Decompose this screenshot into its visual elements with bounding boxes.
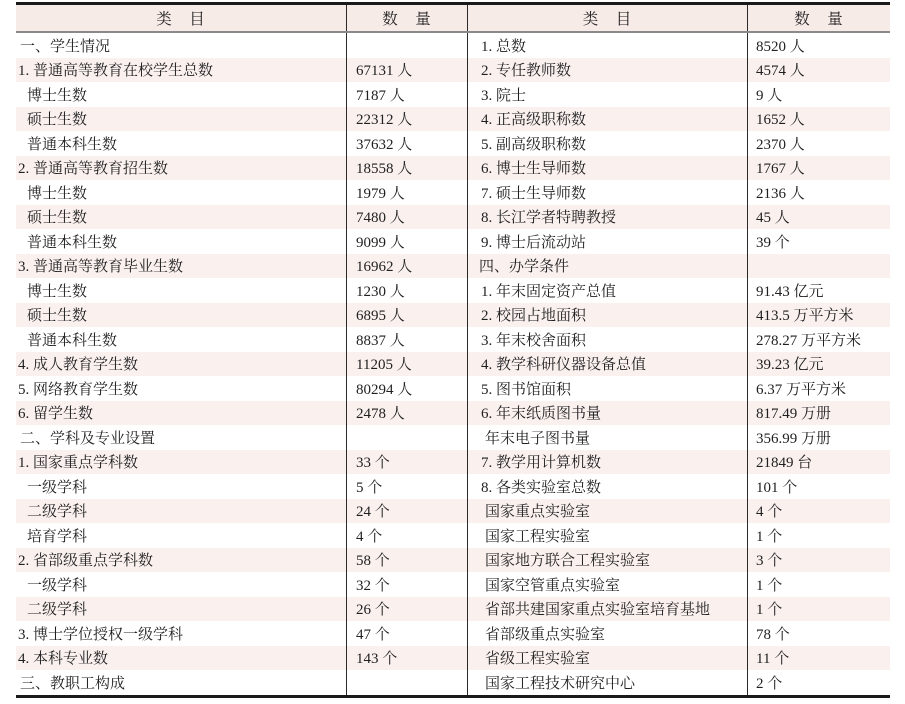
table-row — [16, 156, 890, 181]
category-cell-right: 1. 年末固定资产总值 — [467, 278, 747, 303]
table-row — [16, 205, 890, 230]
quantity-cell-left: 6895 人 — [346, 303, 467, 328]
quantity-cell-left: 18558 人 — [346, 156, 467, 181]
quantity-cell-left: 143 个 — [346, 646, 467, 671]
table-body — [16, 33, 890, 695]
category-cell-left: 1. 国家重点学科数 — [18, 455, 139, 472]
header-category-right: 类 目 — [467, 5, 747, 31]
category-cell-left: 硕士生数 — [27, 210, 88, 227]
quantity-cell-left: 22312 人 — [346, 107, 467, 132]
table-row — [16, 131, 890, 156]
category-cell-left: 一级学科 — [27, 577, 88, 594]
category-cell-left: 培育学科 — [27, 528, 88, 545]
quantity-cell-left: 26 个 — [346, 597, 467, 622]
table-row — [16, 376, 890, 401]
category-cell-right: 国家地方联合工程实验室 — [467, 548, 747, 573]
table-header-row — [16, 5, 890, 33]
quantity-cell-right: 4574 人 — [747, 58, 890, 83]
quantity-cell-right: 91.43 亿元 — [747, 278, 890, 303]
table-row — [16, 450, 890, 475]
quantity-cell-left: 2478 人 — [346, 401, 467, 426]
quantity-cell-left: 1979 人 — [346, 180, 467, 205]
category-cell-right: 省部共建国家重点实验室培育基地 — [467, 597, 747, 622]
category-cell-right: 国家空管重点实验室 — [467, 572, 747, 597]
quantity-cell-left: 5 个 — [346, 474, 467, 499]
quantity-cell-right: 1 个 — [747, 523, 890, 548]
category-cell-left: 1. 普通高等教育在校学生总数 — [18, 63, 214, 80]
category-cell-right: 8. 长江学者特聘教授 — [467, 205, 747, 230]
table-row — [16, 621, 890, 646]
category-cell-right: 3. 年末校舍面积 — [467, 327, 747, 352]
quantity-cell-left: 7480 人 — [346, 205, 467, 230]
table-row — [16, 474, 890, 499]
category-cell-left: 二级学科 — [27, 504, 88, 521]
category-cell-left: 4. 成人教育学生数 — [18, 357, 139, 374]
category-cell-right: 9. 博士后流动站 — [467, 229, 747, 254]
quantity-cell-right: 8520 人 — [747, 33, 890, 58]
category-cell-left: 三、教职工构成 — [20, 675, 126, 692]
category-cell-right: 7. 教学用计算机数 — [467, 450, 747, 475]
quantity-cell-left: 11205 人 — [346, 352, 467, 377]
quantity-cell-right: 2370 人 — [747, 131, 890, 156]
table-row — [16, 670, 890, 695]
quantity-cell-left: 16962 人 — [346, 254, 467, 279]
category-cell-right: 6. 博士生导师数 — [467, 156, 747, 181]
category-cell-right: 8. 各类实验室总数 — [467, 474, 747, 499]
quantity-cell-right: 2136 人 — [747, 180, 890, 205]
category-cell-right: 1. 总数 — [467, 33, 747, 58]
table-row — [16, 278, 890, 303]
quantity-cell-left: 58 个 — [346, 548, 467, 573]
category-cell-left: 二、学科及专业设置 — [20, 430, 156, 447]
table-row — [16, 107, 890, 132]
quantity-cell-right: 1 个 — [747, 572, 890, 597]
category-cell-right: 4. 教学科研仪器设备总值 — [467, 352, 747, 377]
quantity-cell-right: 356.99 万册 — [747, 425, 890, 450]
category-cell-right: 2. 校园占地面积 — [467, 303, 747, 328]
table-row — [16, 425, 890, 450]
quantity-cell-right — [747, 254, 890, 279]
quantity-cell-right: 3 个 — [747, 548, 890, 573]
quantity-cell-left — [346, 670, 467, 695]
category-cell-left: 硕士生数 — [27, 308, 88, 325]
category-cell-left: 3. 博士学位授权一级学科 — [18, 626, 184, 643]
quantity-cell-left: 8837 人 — [346, 327, 467, 352]
quantity-cell-left: 9099 人 — [346, 229, 467, 254]
table-row — [16, 327, 890, 352]
table-row — [16, 33, 890, 58]
table-row — [16, 572, 890, 597]
category-cell-right: 国家重点实验室 — [467, 499, 747, 524]
quantity-cell-right: 2 个 — [747, 670, 890, 695]
quantity-cell-left: 67131 人 — [346, 58, 467, 83]
quantity-cell-left: 33 个 — [346, 450, 467, 475]
category-cell-right: 省级工程实验室 — [467, 646, 747, 671]
header-quantity-right: 数 量 — [747, 5, 890, 31]
category-cell-left: 5. 网络教育学生数 — [18, 381, 139, 398]
category-cell-left: 二级学科 — [27, 602, 88, 619]
quantity-cell-right: 78 个 — [747, 621, 890, 646]
table-row — [16, 548, 890, 573]
category-cell-left: 3. 普通高等教育毕业生数 — [18, 259, 184, 276]
category-cell-right: 5. 副高级职称数 — [467, 131, 747, 156]
table-row — [16, 499, 890, 524]
table-row — [16, 180, 890, 205]
quantity-cell-right: 817.49 万册 — [747, 401, 890, 426]
quantity-cell-right: 45 人 — [747, 205, 890, 230]
quantity-cell-left — [346, 425, 467, 450]
table-row — [16, 352, 890, 377]
category-cell-left: 普通本科生数 — [27, 136, 118, 153]
table-row — [16, 229, 890, 254]
category-cell-right: 四、办学条件 — [467, 254, 747, 279]
category-cell-right: 6. 年末纸质图书量 — [467, 401, 747, 426]
quantity-cell-right: 278.27 万平方米 — [747, 327, 890, 352]
quantity-cell-right: 39 个 — [747, 229, 890, 254]
quantity-cell-right: 1 个 — [747, 597, 890, 622]
quantity-cell-left: 32 个 — [346, 572, 467, 597]
quantity-cell-right: 21849 台 — [747, 450, 890, 475]
quantity-cell-right: 1767 人 — [747, 156, 890, 181]
table-row — [16, 254, 890, 279]
category-cell-right: 2. 专任教师数 — [467, 58, 747, 83]
category-cell-right: 4. 正高级职称数 — [467, 107, 747, 132]
table-row — [16, 597, 890, 622]
category-cell-left: 6. 留学生数 — [18, 406, 94, 423]
quantity-cell-right: 6.37 万平方米 — [747, 376, 890, 401]
category-cell-right: 7. 硕士生导师数 — [467, 180, 747, 205]
category-cell-right: 年末电子图书量 — [467, 425, 747, 450]
table-row — [16, 401, 890, 426]
quantity-cell-right: 1652 人 — [747, 107, 890, 132]
category-cell-right: 国家工程实验室 — [467, 523, 747, 548]
quantity-cell-right: 11 个 — [747, 646, 890, 671]
quantity-cell-left: 24 个 — [346, 499, 467, 524]
quantity-cell-left: 1230 人 — [346, 278, 467, 303]
quantity-cell-left: 7187 人 — [346, 82, 467, 107]
category-cell-left: 硕士生数 — [27, 112, 88, 129]
category-cell-right: 省部级重点实验室 — [467, 621, 747, 646]
statistics-table — [16, 2, 890, 698]
category-cell-left: 一、学生情况 — [20, 38, 111, 55]
table-row — [16, 58, 890, 83]
table-row — [16, 523, 890, 548]
quantity-cell-left: 80294 人 — [346, 376, 467, 401]
quantity-cell-left: 37632 人 — [346, 131, 467, 156]
category-cell-right: 3. 院士 — [467, 82, 747, 107]
category-cell-left: 4. 本科专业数 — [18, 651, 109, 668]
category-cell-left: 2. 省部级重点学科数 — [18, 553, 154, 570]
header-quantity-left: 数 量 — [346, 5, 467, 31]
category-cell-left: 博士生数 — [27, 87, 88, 104]
table-row — [16, 303, 890, 328]
quantity-cell-left — [346, 33, 467, 58]
category-cell-right: 5. 图书馆面积 — [467, 376, 747, 401]
table-row — [16, 646, 890, 671]
quantity-cell-right: 413.5 万平方米 — [747, 303, 890, 328]
table-row — [16, 82, 890, 107]
quantity-cell-left: 47 个 — [346, 621, 467, 646]
quantity-cell-right: 39.23 亿元 — [747, 352, 890, 377]
category-cell-left: 普通本科生数 — [27, 332, 118, 349]
header-category-left: 类 目 — [156, 11, 206, 28]
category-cell-right: 国家工程技术研究中心 — [467, 670, 747, 695]
quantity-cell-right: 101 个 — [747, 474, 890, 499]
category-cell-left: 2. 普通高等教育招生数 — [18, 161, 169, 178]
category-cell-left: 博士生数 — [27, 185, 88, 202]
quantity-cell-right: 4 个 — [747, 499, 890, 524]
category-cell-left: 一级学科 — [27, 479, 88, 496]
quantity-cell-left: 4 个 — [346, 523, 467, 548]
quantity-cell-right: 9 人 — [747, 82, 890, 107]
category-cell-left: 博士生数 — [27, 283, 88, 300]
category-cell-left: 普通本科生数 — [27, 234, 118, 251]
